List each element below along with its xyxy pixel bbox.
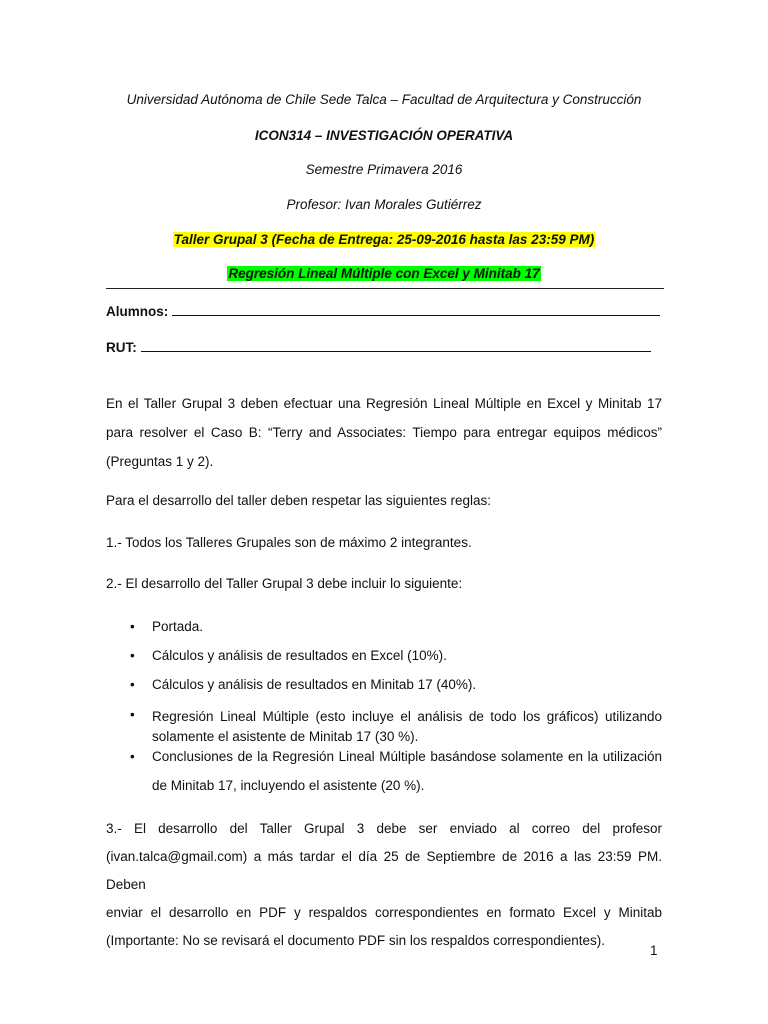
assignment-line: [0, 232, 768, 247]
course-title: ICON314 – INVESTIGACIÓN OPERATIVA: [254, 128, 514, 143]
rule-3-line-3: enviar el desarrollo en PDF y respaldos correspondientes en formato Excel y Minitab: [106, 905, 662, 920]
bullet-text: Cálculos y análisis de resultados en Excel (10%).: [152, 648, 447, 663]
students-blank-line[interactable]: [172, 314, 660, 316]
bullet-dot: •: [130, 677, 135, 692]
intro-line-2: para resolver el Caso B: “Terry and Associates: Tiempo para entregar equipos médicos”: [106, 425, 662, 440]
bullet-text: Regresión Lineal Múltiple (esto incluye el análisis de todo los gráficos) utilizando solamente el asistente de Minitab 17 (30 %).: [152, 709, 662, 744]
rut-field: [106, 340, 651, 355]
page-number: 1: [650, 943, 658, 958]
bullet-text: Conclusiones de la Regresión Lineal Múltiple basándose solamente en la utilización: [152, 749, 662, 764]
rut-label: RUT:: [106, 340, 137, 355]
header-divider: [106, 288, 664, 289]
professor-line: Profesor: Ivan Morales Gutiérrez: [286, 197, 482, 212]
bullet-dot: •: [130, 707, 135, 722]
rule-3-paragraph: [106, 815, 662, 955]
university-line: Universidad Autónoma de Chile Sede Talca – Facultad de Arquitectura y Construcción: [126, 92, 642, 107]
bullet-text: Cálculos y análisis de resultados en Minitab 17 (40%).: [152, 677, 477, 692]
intro-line-1: En el Taller Grupal 3 deben efectuar una Regresión Lineal Múltiple en Excel y Minitab 17: [106, 396, 662, 411]
topic-highlight: Regresión Lineal Múltiple con Excel y Minitab 17: [228, 266, 540, 281]
bullet-dot: •: [130, 619, 135, 634]
rule-3-line-2: (ivan.talca@gmail.com) a más tardar el día 25 de Septiembre de 2016 a las 23:59 PM. Deben: [106, 849, 662, 892]
bullet-dot: •: [130, 648, 135, 663]
students-field: [106, 304, 660, 319]
assignment-highlight: Taller Grupal 3 (Fecha de Entrega: 25-09-2016 hasta las 23:59 PM): [173, 232, 595, 247]
rule-3-line-1: 3.- El desarrollo del Taller Grupal 3 debe ser enviado al correo del profesor: [106, 821, 662, 836]
rule-1: 1.- Todos los Talleres Grupales son de máximo 2 integrantes.: [106, 535, 472, 550]
bullet-dot: •: [130, 749, 135, 764]
rut-blank-line[interactable]: [141, 350, 651, 352]
bullet-text: Portada.: [152, 619, 204, 634]
rule-3-line-4: (Importante: No se revisará el documento PDF sin los respaldos correspondientes).: [106, 933, 605, 948]
semester-line: Semestre Primavera 2016: [305, 162, 463, 177]
rules-intro: Para el desarrollo del taller deben respetar las siguientes reglas:: [106, 493, 491, 508]
bullet-text-continued: de Minitab 17, incluyendo el asistente (20 %).: [152, 778, 425, 793]
topic-line: [0, 266, 768, 281]
rule-2: 2.- El desarrollo del Taller Grupal 3 debe incluir lo siguiente:: [106, 576, 463, 591]
intro-line-3: (Preguntas 1 y 2).: [106, 454, 214, 469]
intro-paragraph: [106, 389, 662, 476]
students-label: Alumnos:: [106, 304, 169, 319]
